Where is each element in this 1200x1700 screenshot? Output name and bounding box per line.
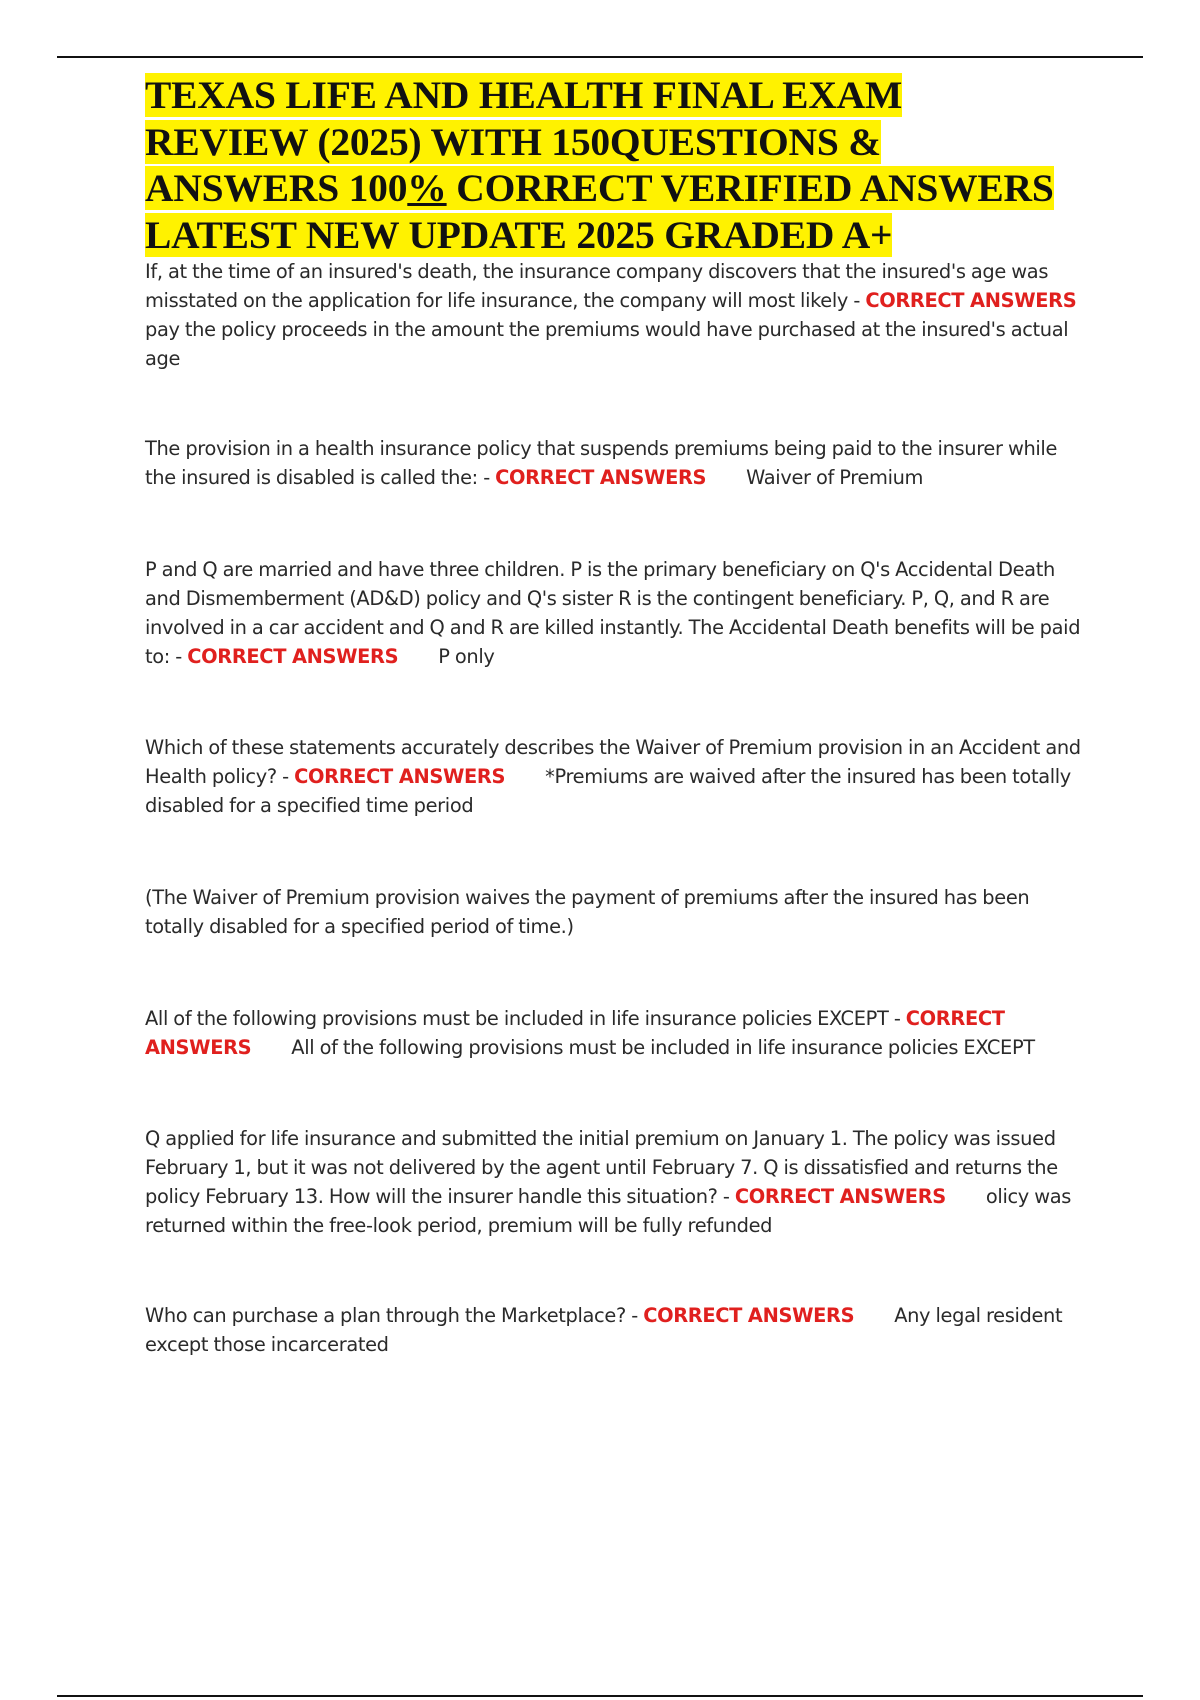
answer-text: olicy was returned within the free-look period, premium will be fully refunded xyxy=(145,1185,1072,1237)
question-text: If, at the time of an insured's death, the insurance company discovers that the insured's age was misstated on the application for life insurance, the company will most likely xyxy=(145,260,1049,312)
correct-answers-label: CORRECT ANSWERS xyxy=(643,1304,855,1327)
separator: - xyxy=(717,1185,735,1208)
qa-item xyxy=(145,257,1090,373)
document-title xyxy=(145,72,1090,258)
correct-answers-label: CORRECT ANSWERS xyxy=(865,289,1077,312)
page-title: TEXAS LIFE AND HEALTH FINAL EXAM REVIEW (2025) WITH 150QUESTIONS & ANSWERS 100% CORRECT VERIFIED ANSWERS LATEST NEW UPDATE 2025 GRADED A+ xyxy=(145,73,1054,257)
question-text: The provision in a health insurance policy that suspends premiums being paid to the insurer while the insured is disabled is called the: xyxy=(145,437,1058,489)
qa-item xyxy=(145,1301,1090,1359)
question-text: All of the following provisions must be included in life insurance policies EXCEPT xyxy=(145,1007,889,1030)
question-text: Who can purchase a plan through the Marketplace? xyxy=(145,1304,626,1327)
correct-answers-label: CORRECT ANSWERS xyxy=(187,645,399,668)
separator: - xyxy=(848,289,866,312)
answer-text: P only xyxy=(438,645,495,668)
qa-item xyxy=(145,434,1090,492)
answer-text: All of the following provisions must be included in life insurance policies EXCEPT xyxy=(291,1036,1035,1059)
answer-text: Waiver of Premium xyxy=(746,466,924,489)
question-text: Which of these statements accurately describes the Waiver of Premium provision in an Accident and Health policy? xyxy=(145,736,1081,788)
question-text: Q applied for life insurance and submitted the initial premium on January 1. The policy was issued February 1, but it was not delivered by the agent until February 7. Q is dissatisfied and returns the policy February 13. How will the insurer handle this situation? xyxy=(145,1127,1058,1208)
top-rule xyxy=(57,56,1143,58)
correct-answers-label: CORRECT ANSWERS xyxy=(145,1007,1005,1059)
qa-note xyxy=(145,883,1090,941)
note-text: (The Waiver of Premium provision waives the payment of premiums after the insured has been totally disabled for a specified period of time.) xyxy=(145,886,1030,938)
correct-answers-label: CORRECT ANSWERS xyxy=(495,466,707,489)
bottom-rule xyxy=(57,1695,1143,1697)
qa-item xyxy=(145,1004,1090,1062)
correct-answers-label: CORRECT ANSWERS xyxy=(734,1185,946,1208)
qa-item xyxy=(145,1124,1090,1240)
separator: - xyxy=(625,1304,644,1327)
separator: - xyxy=(169,645,188,668)
qa-item xyxy=(145,733,1090,820)
qa-item xyxy=(145,555,1090,671)
correct-answers-label: CORRECT ANSWERS xyxy=(294,765,506,788)
separator: - xyxy=(477,466,496,489)
separator: - xyxy=(888,1007,906,1030)
separator: - xyxy=(276,765,295,788)
answer-text: *Premiums are waived after the insured has been totally disabled for a specified time period xyxy=(145,765,1071,817)
answer-text: pay the policy proceeds in the amount the premiums would have purchased at the insured's actual age xyxy=(145,318,1069,370)
question-text: P and Q are married and have three children. P is the primary beneficiary on Q's Accidental Death and Dismemberment (AD&D) policy and Q's sister R is the contingent beneficiary. P, Q, and R are involved in a car accident and Q and R are killed instantly. The Accidental Death benefits will be paid to: xyxy=(145,558,1081,668)
answer-text: Any legal resident except those incarcerated xyxy=(145,1304,1063,1356)
